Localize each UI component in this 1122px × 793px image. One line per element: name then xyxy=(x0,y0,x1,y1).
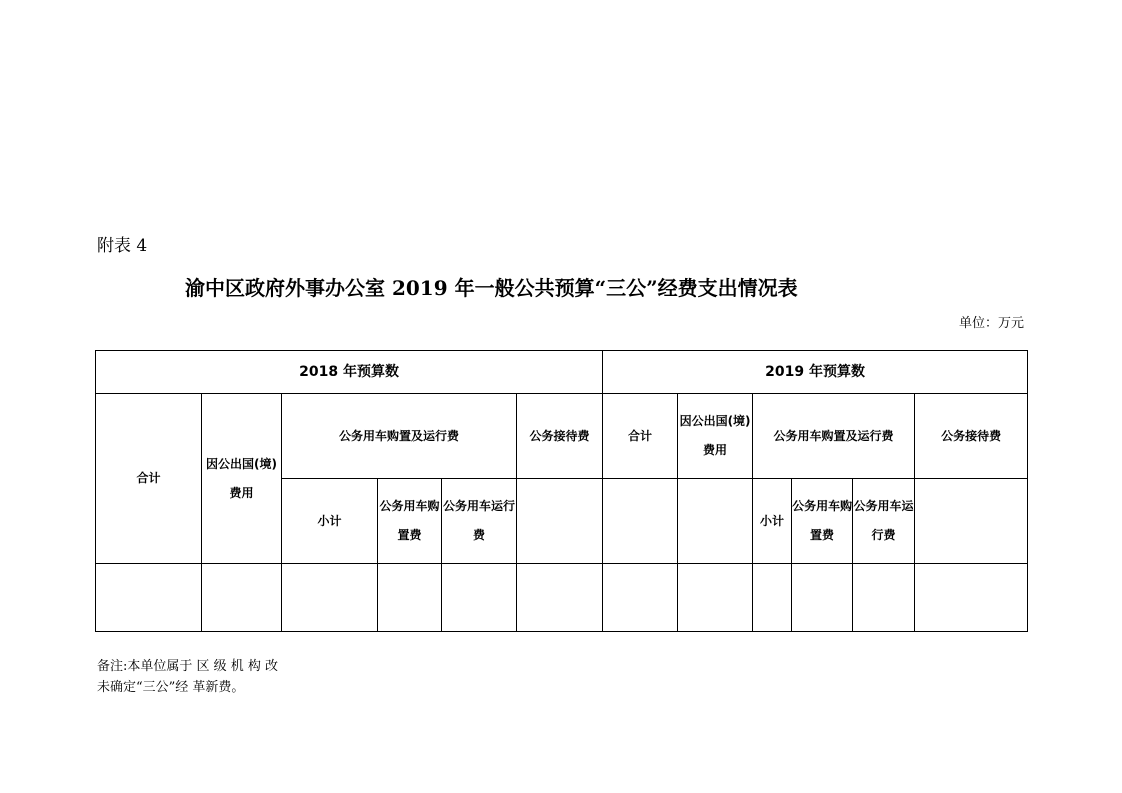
table-cell xyxy=(603,564,678,632)
note xyxy=(97,656,278,698)
unit-label: 单位：万元 xyxy=(958,316,1024,331)
col-2018-reception: 公务接待费 xyxy=(517,394,603,479)
header-2018: 2018 年预算数 xyxy=(96,351,603,394)
table-cell xyxy=(517,479,603,564)
col-2018-total: 合计 xyxy=(96,394,202,564)
table-cell xyxy=(915,564,1028,632)
col-2019-subtotal: 小计 xyxy=(753,479,792,564)
table-cell xyxy=(678,479,753,564)
col-2018-vehicle: 公务用车购置及运行费 xyxy=(282,394,517,479)
table-cell xyxy=(853,564,915,632)
table-cell xyxy=(753,564,792,632)
col-2019-abroad: 因公出国(境)费用 xyxy=(678,394,753,479)
table-cell xyxy=(282,564,378,632)
table-cell xyxy=(517,564,603,632)
note-line-2: 未确定“三公”经 革新费。 xyxy=(97,680,245,695)
table-cell xyxy=(915,479,1028,564)
table-cell xyxy=(442,564,517,632)
col-2019-reception: 公务接待费 xyxy=(915,394,1028,479)
appendix-label: 附表 4 xyxy=(97,236,148,256)
table-row xyxy=(96,564,1028,632)
col-2019-vehicle: 公务用车购置及运行费 xyxy=(753,394,915,479)
table-cell xyxy=(378,564,442,632)
col-2019-vehicle-purchase: 公务用车购置费 xyxy=(792,479,853,564)
table-cell xyxy=(678,564,753,632)
col-2019-vehicle-operation: 公务用车运行费 xyxy=(853,479,915,564)
header-2019: 2019 年预算数 xyxy=(603,351,1028,394)
col-2018-subtotal: 小计 xyxy=(282,479,378,564)
note-line-1: 备注:本单位属于 区 级 机 构 改 xyxy=(97,659,279,674)
document-title: 渝中区政府外事办公室 2019 年一般公共预算“三公”经费支出情况表 xyxy=(185,276,798,300)
budget-table xyxy=(95,350,1028,632)
table-cell xyxy=(202,564,282,632)
col-2019-total: 合计 xyxy=(603,394,678,479)
col-2018-vehicle-operation: 公务用车运行费 xyxy=(442,479,517,564)
table-cell xyxy=(603,479,678,564)
table-cell xyxy=(792,564,853,632)
col-2018-abroad: 因公出国(境)费用 xyxy=(202,394,282,564)
table-cell xyxy=(96,564,202,632)
col-2018-vehicle-purchase: 公务用车购置费 xyxy=(378,479,442,564)
